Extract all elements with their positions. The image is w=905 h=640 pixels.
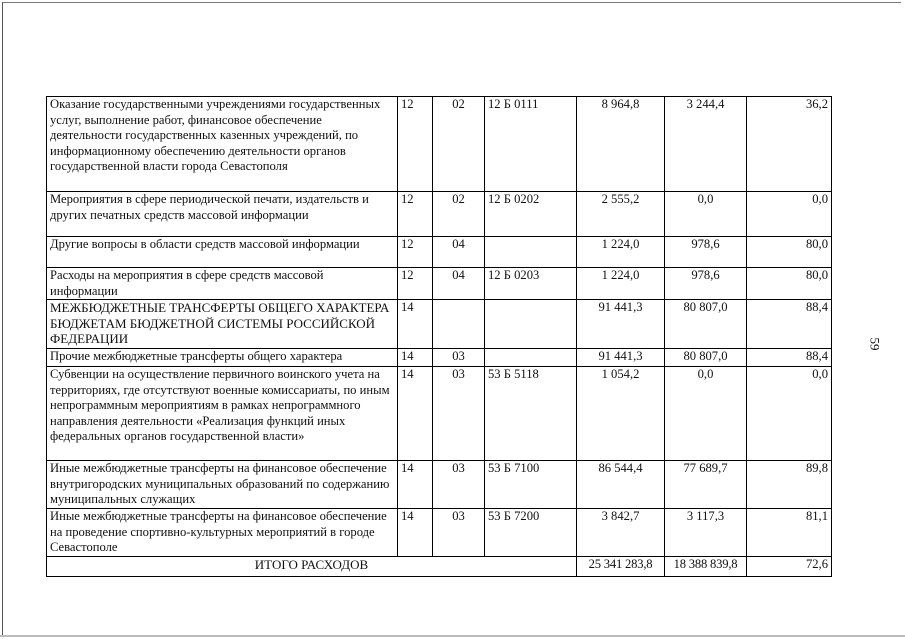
planned-value: 1 224,0 — [577, 237, 665, 268]
subsection-code: 04 — [433, 268, 485, 300]
percent-value: 80,0 — [747, 237, 832, 268]
row-name: Мероприятия в сфере периодической печати, издательств и других печатных средств массовой информации — [47, 192, 398, 237]
actual-value: 3 244,4 — [665, 97, 747, 192]
page-number: 59 — [867, 337, 883, 351]
section-code: 14 — [398, 367, 433, 461]
row-name: Расходы на мероприятия в сфере средств массовой информации — [47, 268, 398, 300]
section-code: 14 — [398, 509, 433, 557]
target-code: 53 Б 7100 — [485, 461, 577, 509]
budget-table — [46, 96, 832, 577]
subsection-code: 02 — [433, 192, 485, 237]
subsection-code: 03 — [433, 349, 485, 367]
target-code — [485, 237, 577, 268]
total-row — [47, 556, 832, 576]
target-code: 53 Б 7200 — [485, 509, 577, 557]
actual-value: 0,0 — [665, 367, 747, 461]
section-code: 12 — [398, 192, 433, 237]
row-name: Субвенции на осуществление первичного воинского учета на территориях, где отсутствуют военные комиссариаты, по иным непрограммным мероприятиям в рамках непрограммного направления деятельности «Реализация функций иных федеральных органов государственной власти» — [47, 367, 398, 461]
percent-value: 88,4 — [747, 349, 832, 367]
table-row — [47, 349, 832, 367]
planned-value: 86 544,4 — [577, 461, 665, 509]
table-row — [47, 237, 832, 268]
target-code: 12 Б 0202 — [485, 192, 577, 237]
planned-value: 3 842,7 — [577, 509, 665, 557]
subsection-code: 03 — [433, 509, 485, 557]
target-code — [485, 300, 577, 349]
row-name: Иные межбюджетные трансферты на финансовое обеспечение внутригородских муниципальных образований по содержанию муниципальных служащих — [47, 461, 398, 509]
table-row — [47, 268, 832, 300]
row-name: МЕЖБЮДЖЕТНЫЕ ТРАНСФЕРТЫ ОБЩЕГО ХАРАКТЕРА БЮДЖЕТАМ БЮДЖЕТНОЙ СИСТЕМЫ РОССИЙСКОЙ ФЕДЕРАЦИИ — [47, 300, 398, 349]
actual-value: 978,6 — [665, 237, 747, 268]
planned-value: 91 441,3 — [577, 300, 665, 349]
actual-value: 0,0 — [665, 192, 747, 237]
target-code: 53 Б 5118 — [485, 367, 577, 461]
subsection-code: 04 — [433, 237, 485, 268]
planned-value: 91 441,3 — [577, 349, 665, 367]
table-row — [47, 300, 832, 349]
section-code: 14 — [398, 349, 433, 367]
target-code: 12 Б 0111 — [485, 97, 577, 192]
planned-value: 1 054,2 — [577, 367, 665, 461]
table-row — [47, 461, 832, 509]
percent-value: 89,8 — [747, 461, 832, 509]
target-code: 12 Б 0203 — [485, 268, 577, 300]
actual-value: 978,6 — [665, 268, 747, 300]
scan-edge — [0, 635, 905, 637]
table-row — [47, 509, 832, 557]
section-code: 12 — [398, 237, 433, 268]
percent-value: 81,1 — [747, 509, 832, 557]
total-planned: 25 341 283,8 — [577, 556, 665, 576]
row-name: Иные межбюджетные трансферты на финансовое обеспечение на проведение спортивно-культурных мероприятий в городе Севастополе — [47, 509, 398, 557]
section-code: 12 — [398, 268, 433, 300]
actual-value: 80 807,0 — [665, 300, 747, 349]
percent-value: 88,4 — [747, 300, 832, 349]
percent-value: 0,0 — [747, 192, 832, 237]
subsection-code — [433, 300, 485, 349]
subsection-code: 03 — [433, 461, 485, 509]
row-name: Другие вопросы в области средств массовой информации — [47, 237, 398, 268]
section-code: 12 — [398, 97, 433, 192]
row-name: Прочие межбюджетные трансферты общего характера — [47, 349, 398, 367]
target-code — [485, 349, 577, 367]
planned-value: 1 224,0 — [577, 268, 665, 300]
row-name: Оказание государственными учреждениями государственных услуг, выполнение работ, финансовое обеспечение деятельности государственных казенных учреждений, по информационному обеспечению деятельности органов государственной власти города Севастополя — [47, 97, 398, 192]
subsection-code: 02 — [433, 97, 485, 192]
total-label: ИТОГО РАСХОДОВ — [47, 556, 577, 576]
percent-value: 80,0 — [747, 268, 832, 300]
percent-value: 0,0 — [747, 367, 832, 461]
table-row — [47, 97, 832, 192]
actual-value: 3 117,3 — [665, 509, 747, 557]
table-row — [47, 367, 832, 461]
actual-value: 77 689,7 — [665, 461, 747, 509]
percent-value: 36,2 — [747, 97, 832, 192]
total-actual: 18 388 839,8 — [665, 556, 747, 576]
section-code: 14 — [398, 300, 433, 349]
total-percent: 72,6 — [747, 556, 832, 576]
actual-value: 80 807,0 — [665, 349, 747, 367]
planned-value: 2 555,2 — [577, 192, 665, 237]
planned-value: 8 964,8 — [577, 97, 665, 192]
table-row — [47, 192, 832, 237]
subsection-code: 03 — [433, 367, 485, 461]
section-code: 14 — [398, 461, 433, 509]
